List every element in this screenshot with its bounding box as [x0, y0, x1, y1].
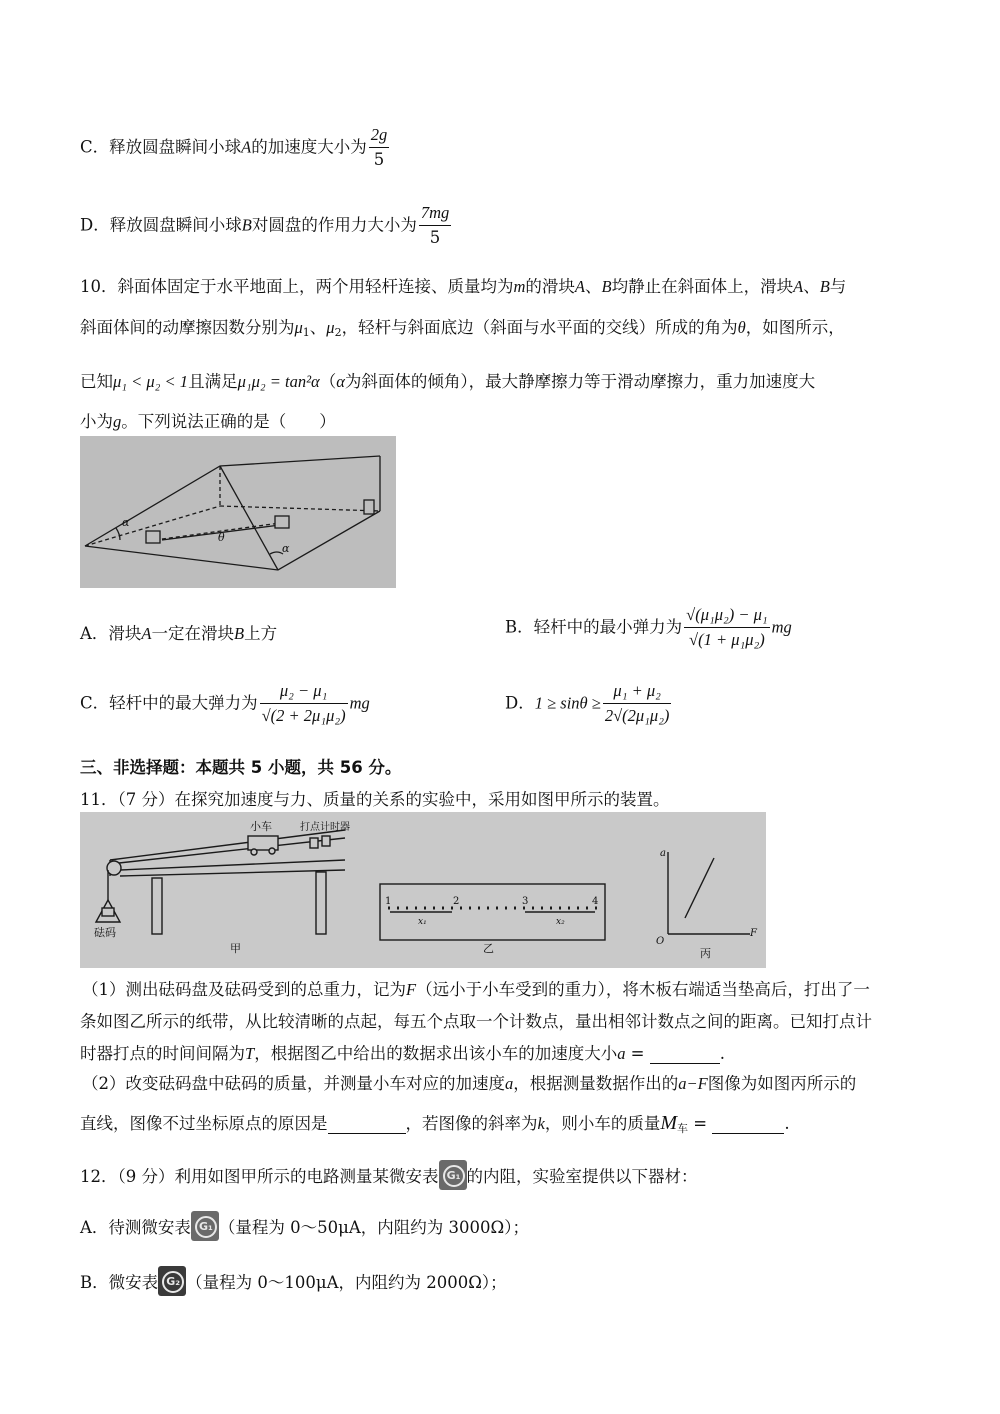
q11-p2-line2 — [80, 1110, 790, 1136]
q12-option-a — [80, 1211, 529, 1241]
x2-label: x₂ — [556, 917, 565, 927]
g2-label: G₂ — [162, 1271, 184, 1293]
q10-line2: 斜面体间的动摩擦因数分别为$\mu_1$、$\mu_2$，轻杆与斜面底边（斜面与水平面的交线）所成的角为θ，如图所示， — [80, 318, 845, 339]
q10-line3 — [80, 368, 815, 392]
fraction — [260, 680, 348, 728]
text: 且满足 — [188, 372, 238, 391]
text: 滑块 — [108, 624, 142, 643]
text: （1）测出砝码盘及砝码受到的总重力，记为 — [82, 980, 406, 999]
var: M — [660, 1112, 677, 1134]
option-label: B． — [505, 617, 534, 637]
denominator: 5 — [373, 150, 385, 169]
denominator: 2√(2μ₁μ₂) — [604, 706, 670, 725]
q10-option-a — [80, 620, 277, 644]
mg: mg — [349, 693, 370, 713]
text: （远小于小车受到的重力），将木板右端适当垫高后，打出了一 — [416, 980, 870, 999]
option-text: 释放圆盘瞬间小球 — [109, 137, 242, 157]
subscript: 车 — [677, 1122, 688, 1135]
fraction — [369, 124, 390, 172]
q11-p2-line1 — [82, 1070, 856, 1094]
g1-label: G₁ — [443, 1165, 465, 1187]
text: 12．（9 分）利用如图甲所示的电路测量某微安表 — [80, 1167, 439, 1186]
var: F — [406, 980, 417, 999]
numerator: 2g — [369, 124, 390, 148]
numerator: 7mg — [419, 202, 451, 226]
x1-label: x₁ — [418, 917, 427, 927]
text: 时器打点的时间间隔为 — [80, 1044, 245, 1063]
var: A — [793, 277, 804, 296]
incline-figure — [80, 436, 396, 588]
text: ，若图像的斜率为 — [405, 1114, 538, 1133]
microammeter-g1-icon — [191, 1211, 219, 1241]
text: 小为 — [80, 412, 113, 431]
microammeter-g2-icon — [158, 1266, 186, 1296]
text: ，如图所示， — [745, 318, 845, 337]
var: B — [241, 215, 252, 235]
tape-point-1: 1 — [385, 896, 392, 907]
text: 与 — [829, 277, 847, 296]
theta-label: θ — [218, 531, 225, 544]
period: . — [719, 1044, 726, 1063]
q12-option-b — [80, 1266, 507, 1296]
option-text: 释放圆盘瞬间小球 — [109, 215, 242, 235]
var: B — [234, 624, 245, 643]
mu: μ — [294, 318, 303, 337]
q12-stem — [80, 1160, 698, 1190]
q11-p1-line3 — [80, 1040, 725, 1064]
text: ，根据测量数据作出的 — [513, 1074, 679, 1093]
experiment-apparatus — [80, 812, 766, 968]
equals: = — [625, 1044, 650, 1063]
q10-option-b — [505, 604, 792, 652]
numerator: μ₂ − μ₁ — [260, 680, 348, 704]
q10-option-c — [80, 680, 370, 728]
var: g — [113, 412, 122, 431]
var: k — [537, 1114, 545, 1133]
text: 轻杆中的最小弹力为 — [533, 617, 683, 637]
denominator: 5 — [429, 228, 441, 247]
tape-point-3: 3 — [522, 896, 529, 907]
var: a — [617, 1044, 626, 1063]
a-axis-label: a — [660, 848, 666, 859]
text: 图像为如图丙所示的 — [707, 1074, 857, 1093]
text: ，轻杆与斜面底边（斜面与水平面的交线）所成的角为 — [341, 318, 738, 337]
answer-blank[interactable] — [712, 1114, 784, 1134]
answer-blank[interactable] — [328, 1114, 406, 1134]
text: 为斜面体的倾角），最大静摩擦力等于滑动摩擦力，重力加速度大 — [344, 372, 816, 391]
q10-option-d — [505, 680, 673, 728]
option-text2: 的加速度大小为 — [251, 137, 367, 157]
origin-label: O — [656, 936, 665, 947]
inequality: μ₁ < μ₂ < 1 — [113, 372, 189, 391]
var: B — [601, 277, 612, 296]
denominator: √(2 + 2μ₁μ₂) — [261, 706, 346, 725]
tape-point-2: 2 — [453, 896, 460, 907]
text: 。下列说法正确的是（ ） — [121, 412, 336, 431]
weights-label: 砝码 — [94, 926, 116, 939]
alpha-label-top: α — [122, 516, 130, 529]
q11-p1-line1 — [82, 976, 870, 1000]
fraction — [419, 202, 451, 250]
q9-option-d — [80, 202, 453, 250]
var: A — [141, 624, 152, 643]
q10-line1 — [80, 273, 846, 297]
section-title: 三、非选择题：本题共 5 小题，共 56 分。 — [80, 758, 402, 777]
var: a — [505, 1074, 514, 1093]
option-text2: 对圆盘的作用力大小为 — [251, 215, 417, 235]
fraction — [684, 604, 770, 652]
text: 轻杆中的最大弹力为 — [109, 693, 258, 713]
car-label: 小车 — [250, 820, 272, 833]
equation: μ₁μ₂ = tan²α — [237, 372, 320, 391]
text: 直线，图像不过坐标原点的原因是 — [80, 1114, 328, 1133]
g1-label: G₁ — [195, 1216, 217, 1238]
text: 上方 — [244, 624, 278, 643]
yi-label: 乙 — [483, 942, 494, 955]
option-label: C． — [80, 693, 110, 713]
text: 斜面体间的动摩擦因数分别为 — [80, 318, 295, 337]
var: T — [245, 1044, 255, 1063]
alpha: α — [336, 372, 345, 391]
text: ，根据图乙中给出的数据求出该小车的加速度大小 — [254, 1044, 618, 1063]
equals: = — [688, 1114, 713, 1133]
option-label: A． — [80, 624, 109, 643]
text: （ — [319, 372, 337, 391]
fraction — [603, 680, 672, 728]
text: B．微安表 — [80, 1273, 159, 1292]
period: . — [784, 1114, 790, 1133]
F-axis-label: F — [750, 928, 757, 939]
q10-line4 — [80, 408, 336, 432]
option-label: D． — [80, 215, 110, 235]
alpha-label-side: α — [282, 542, 290, 555]
q11-figure — [80, 812, 766, 968]
q11-stem: 11．（7 分）在探究加速度与力、质量的关系的实验中，采用如图甲所示的装置。 — [80, 790, 670, 809]
text: 已知 — [80, 372, 113, 391]
denominator: √(1 + μ₁μ₂) — [689, 630, 765, 649]
q9-option-c — [80, 124, 391, 172]
var: B — [819, 277, 830, 296]
text: 一定在滑块 — [151, 624, 235, 643]
numerator: √(μ₁μ₂) − μ₁ — [684, 604, 770, 628]
text: （量程为 0～50μA，内阻约为 3000Ω）； — [218, 1218, 529, 1237]
tape-point-4: 4 — [592, 896, 599, 907]
var: m — [513, 277, 526, 296]
text: 、 — [585, 277, 602, 296]
answer-blank[interactable] — [650, 1044, 720, 1064]
incline-diagram — [80, 436, 396, 588]
option-label: D． — [505, 693, 535, 713]
inequality: 1 ≥ sinθ ≥ — [534, 693, 601, 713]
mg: mg — [771, 617, 792, 637]
text: （量程为 0～100μA，内阻约为 2000Ω）； — [186, 1273, 507, 1292]
microammeter-g1-icon — [439, 1160, 467, 1190]
text: A．待测微安表 — [80, 1218, 191, 1237]
jia-label: 甲 — [230, 942, 241, 955]
text: 均静止在斜面体上，滑块 — [611, 277, 794, 296]
numerator: μ₁ + μ₂ — [603, 680, 672, 704]
timer-label: 打点计时器 — [300, 822, 350, 833]
var: A — [241, 137, 252, 157]
theta: θ — [737, 318, 746, 337]
text: 的内阻，实验室提供以下器材： — [466, 1167, 698, 1186]
text: ，则小车的质量 — [544, 1114, 661, 1133]
text: 的滑块 — [525, 277, 575, 296]
text: 、 — [803, 277, 820, 296]
text: （2）改变砝码盘中砝码的质量，并测量小车对应的加速度 — [82, 1074, 505, 1093]
var: A — [574, 277, 586, 296]
option-label: C． — [80, 137, 110, 157]
var: a−F — [678, 1074, 708, 1093]
text: 10．斜面体固定于水平地面上，两个用轻杆连接、质量均为 — [80, 277, 514, 296]
text: 、 — [309, 318, 327, 337]
bing-label: 丙 — [700, 947, 711, 960]
q11-p1-line2: 条如图乙所示的纸带，从比较清晰的点起，每五个点取一个计数点，量出相邻计数点之间的距离。已知打点计 — [80, 1012, 872, 1031]
